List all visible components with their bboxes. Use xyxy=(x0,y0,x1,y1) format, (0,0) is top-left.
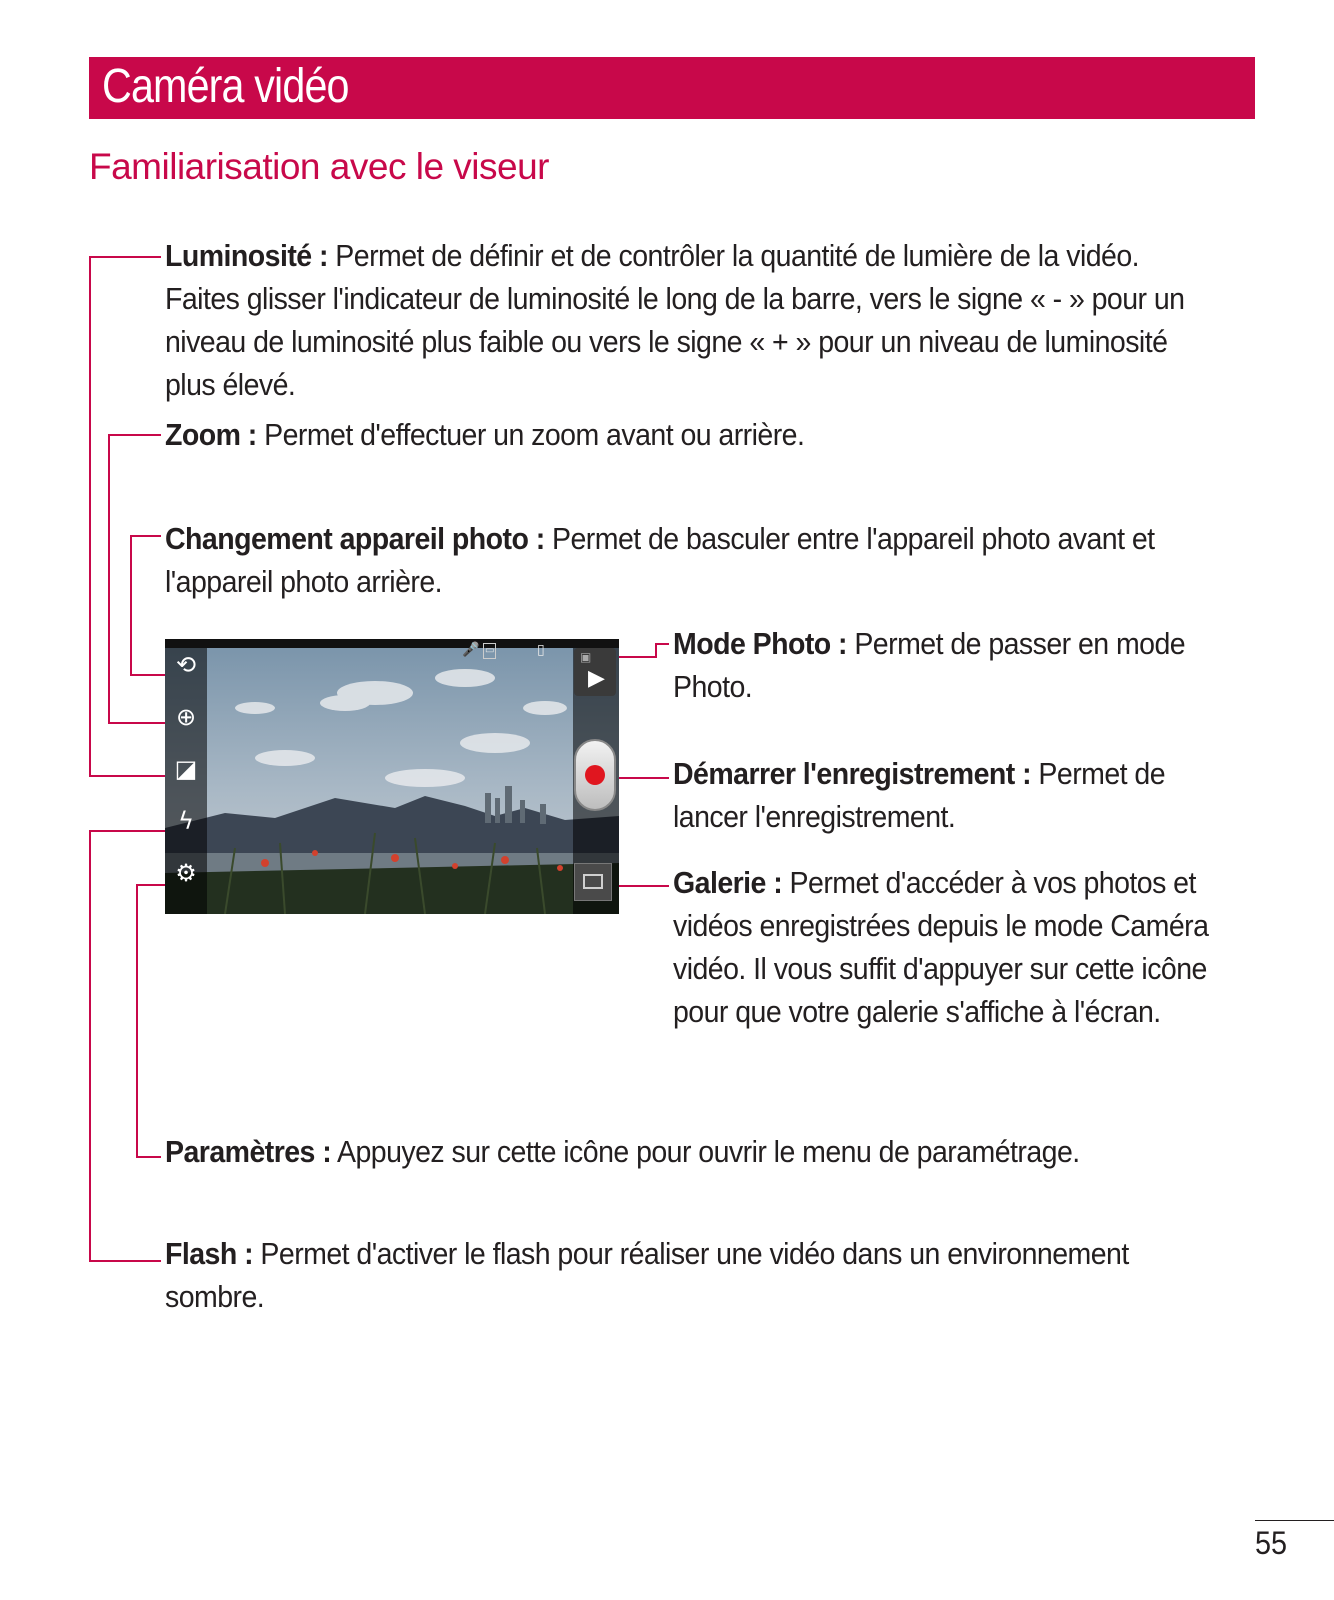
hd-icon: ▭ xyxy=(483,643,496,659)
battery-icon: ▯ xyxy=(537,642,545,658)
callout-luminosite-top xyxy=(89,256,161,258)
brightness-icon[interactable]: ◪ xyxy=(174,755,198,783)
callout-zoom-bottom xyxy=(108,722,165,724)
section-title: Familiarisation avec le viseur xyxy=(89,146,550,187)
callout-parametres-bottom xyxy=(136,1156,161,1158)
callout-parametres-vertical xyxy=(136,884,138,1158)
record-icon xyxy=(585,765,605,785)
microphone-icon: 🎤 xyxy=(462,642,480,658)
changement-description xyxy=(165,517,1218,603)
chapter-title: Caméra vidéo xyxy=(102,60,349,113)
camera-viewfinder-screenshot xyxy=(165,639,619,914)
zoom-icon[interactable]: ⊕ xyxy=(175,703,197,731)
luminosite-description xyxy=(165,234,1218,406)
flash-icon[interactable]: ϟ xyxy=(178,807,194,835)
callout-parametres-top xyxy=(136,884,165,886)
mode-photo-description xyxy=(673,622,1225,708)
mode-photo-text: Permet de passer en mode Photo. xyxy=(673,626,1186,704)
gallery-button[interactable] xyxy=(574,863,612,901)
callout-flash-bottom xyxy=(89,1260,161,1262)
luminosite-label: Luminosité : xyxy=(165,238,328,273)
mode-photo-label: Mode Photo : xyxy=(673,626,847,661)
callout-changement-vertical xyxy=(130,535,132,676)
callout-demarrer xyxy=(611,777,669,779)
gallery-icon xyxy=(583,874,603,889)
mode-switch-button[interactable] xyxy=(574,648,616,696)
callout-flash-top xyxy=(89,830,165,832)
landscape-image xyxy=(165,648,619,914)
callout-mode-photo-vertical xyxy=(655,643,657,658)
demarrer-description xyxy=(673,752,1225,838)
settings-icon[interactable]: ⚙ xyxy=(175,859,197,887)
callout-flash-vertical xyxy=(89,830,91,1262)
record-button[interactable] xyxy=(574,739,616,811)
callout-changement-bottom xyxy=(130,674,165,676)
video-mode-icon: ▶ xyxy=(588,666,605,691)
callout-luminosite-vertical xyxy=(89,256,91,777)
page-number: 55 xyxy=(1255,1525,1288,1561)
zoom-description xyxy=(165,413,1218,456)
luminosite-text: Permet de définir et de contrôler la quantité de lumière de la vidéo. Faites glisser l'indicateur de luminosité le long de la barre, vers le signe « - » pour un niveau de luminosité plus faible ou vers le signe « + » pour un niveau de luminosité plus élevé. xyxy=(165,238,1185,402)
swap-camera-icon[interactable]: ⟲ xyxy=(175,651,197,679)
parametres-description xyxy=(165,1130,1218,1173)
flash-text: Permet d'activer le flash pour réaliser une vidéo dans un environnement sombre. xyxy=(165,1236,1129,1314)
parametres-text: Appuyez sur cette icône pour ouvrir le menu de paramétrage. xyxy=(336,1134,1080,1169)
demarrer-label: Démarrer l'enregistrement : xyxy=(673,756,1032,791)
status-bar xyxy=(165,639,619,648)
callout-zoom-vertical xyxy=(108,434,110,724)
zoom-text: Permet d'effectuer un zoom avant ou arrière. xyxy=(264,417,805,452)
changement-text: Permet de basculer entre l'appareil photo avant et l'appareil photo arrière. xyxy=(165,521,1155,599)
galerie-description xyxy=(673,861,1234,1033)
flash-description xyxy=(165,1232,1218,1318)
demarrer-text: Permet de lancer l'enregistrement. xyxy=(673,756,1166,834)
zoom-label: Zoom : xyxy=(165,417,257,452)
callout-luminosite-bottom xyxy=(89,775,165,777)
page-number-rule xyxy=(1255,1520,1334,1521)
callout-galerie xyxy=(611,885,669,887)
galerie-label: Galerie : xyxy=(673,865,783,900)
parametres-label: Paramètres : xyxy=(165,1134,332,1169)
callout-zoom-top xyxy=(108,434,161,436)
chapter-header xyxy=(89,57,1255,119)
flash-label: Flash : xyxy=(165,1236,254,1271)
callout-mode-photo-top xyxy=(655,643,669,645)
changement-label: Changement appareil photo : xyxy=(165,521,545,556)
photo-mode-icon: ▣ xyxy=(580,650,592,664)
callout-changement-top xyxy=(130,535,161,537)
galerie-text: Permet d'accéder à vos photos et vidéos enregistrées depuis le mode Caméra vidéo. Il vous suffit d'appuyer sur cette icône pour que votre galerie s'affiche à l'écran. xyxy=(673,865,1209,1029)
